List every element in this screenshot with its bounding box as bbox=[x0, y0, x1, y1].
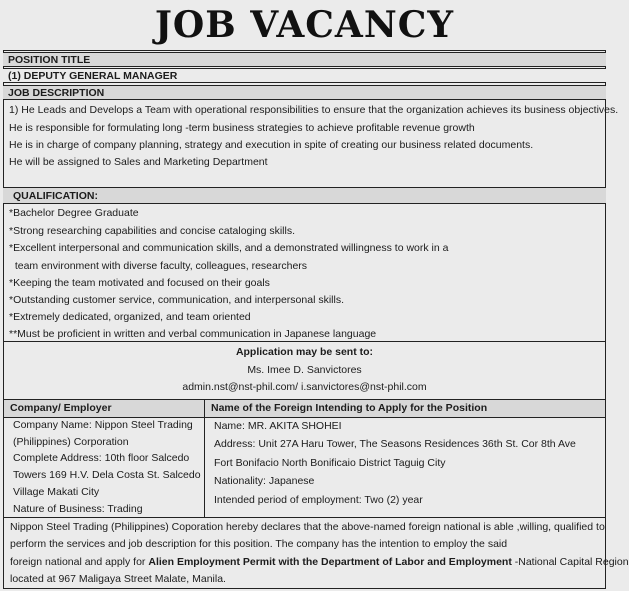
declaration-line bbox=[10, 555, 629, 569]
foreigner-header: Name of the Foreign Intending to Apply for the Position bbox=[205, 400, 605, 417]
declaration-text: foreign national and apply for bbox=[10, 556, 149, 568]
position-title-label: POSITION TITLE bbox=[3, 52, 606, 67]
application-contact: Ms. Imee D. Sanvictores bbox=[247, 364, 362, 376]
declaration-line: perform the services and job description for this position. The company has the intention to employ the said bbox=[10, 538, 508, 550]
qualification-line: *Bachelor Degree Graduate bbox=[9, 207, 139, 219]
page-title: JOB VACANCY bbox=[154, 4, 455, 46]
foreigner-line: Intended period of employment: Two (2) year bbox=[214, 494, 423, 506]
description-line: He is in charge of company planning, strategy and execution in spite of creating our business related documents. bbox=[9, 139, 534, 151]
employer-line: Village Makati City bbox=[13, 486, 100, 498]
qualification-line: **Must be proficient in written and verbal communication in Japanese language bbox=[9, 328, 377, 340]
job-description-label: JOB DESCRIPTION bbox=[3, 85, 606, 100]
position-title-value: (1) DEPUTY GENERAL MANAGER bbox=[3, 68, 606, 83]
declaration-line: Nippon Steel Trading (Philippines) Coporation hereby declares that the above-named foreign national is able ,willing, qualified to bbox=[10, 521, 605, 533]
employer-line: Company Name: Nippon Steel Trading bbox=[13, 419, 193, 431]
employer-line: (Philippines) Corporation bbox=[13, 436, 129, 448]
employer-header: Company/ Employer bbox=[4, 400, 204, 417]
foreigner-line: Nationality: Japanese bbox=[214, 475, 315, 487]
foreigner-line: Address: Unit 27A Haru Tower, The Seasons Residences 36th St. Cor 8th Ave bbox=[214, 438, 576, 450]
qualification-line: *Keeping the team motivated and focused on their goals bbox=[9, 277, 270, 289]
column-divider bbox=[204, 399, 205, 517]
description-line: He will be assigned to Sales and Marketing Department bbox=[9, 156, 268, 168]
divider bbox=[3, 341, 606, 342]
declaration-line: located at 967 Maligaya Street Malate, Manila. bbox=[10, 573, 226, 585]
employer-line: Nature of Business: Trading bbox=[13, 503, 143, 515]
description-line: 1) He Leads and Develops a Team with operational responsibilities to ensure that the organization achieves its business objectives. bbox=[9, 104, 619, 116]
declaration-text: -National Capital Region bbox=[511, 556, 629, 568]
declaration-emphasis: Alien Employment Permit with the Department of Labor and Employment bbox=[148, 556, 512, 568]
qualification-line: *Outstanding customer service, communication, and interpersonal skills. bbox=[9, 294, 344, 306]
foreigner-line: Fort Bonifacio North Bonificaio District Taguig City bbox=[214, 457, 446, 469]
application-heading: Application may be sent to: bbox=[235, 346, 374, 358]
qualification-line: team environment with diverse faculty, colleagues, researchers bbox=[9, 260, 308, 272]
qualification-line: *Extremely dedicated, organized, and team oriented bbox=[9, 311, 251, 323]
divider bbox=[3, 517, 606, 518]
employer-line: Towers 169 H.V. Dela Costa St. Salcedo bbox=[13, 469, 201, 481]
application-emails: admin.nst@nst-phil.com/ i.sanvictores@nst-phil.com bbox=[182, 381, 427, 393]
employer-line: Complete Address: 10th floor Salcedo bbox=[13, 452, 190, 464]
foreigner-line: Name: MR. AKITA SHOHEI bbox=[214, 420, 342, 432]
qualification-line: *Excellent interpersonal and communication skills, and a demonstrated willingness to work in a bbox=[9, 242, 449, 254]
qualification-line: *Strong researching capabilities and concise cataloging skills. bbox=[9, 225, 295, 237]
qualification-label: QUALIFICATION: bbox=[3, 187, 606, 204]
description-line: He is responsible for formulating long -term business strategies to achieve profitable revenue growth bbox=[9, 122, 475, 134]
